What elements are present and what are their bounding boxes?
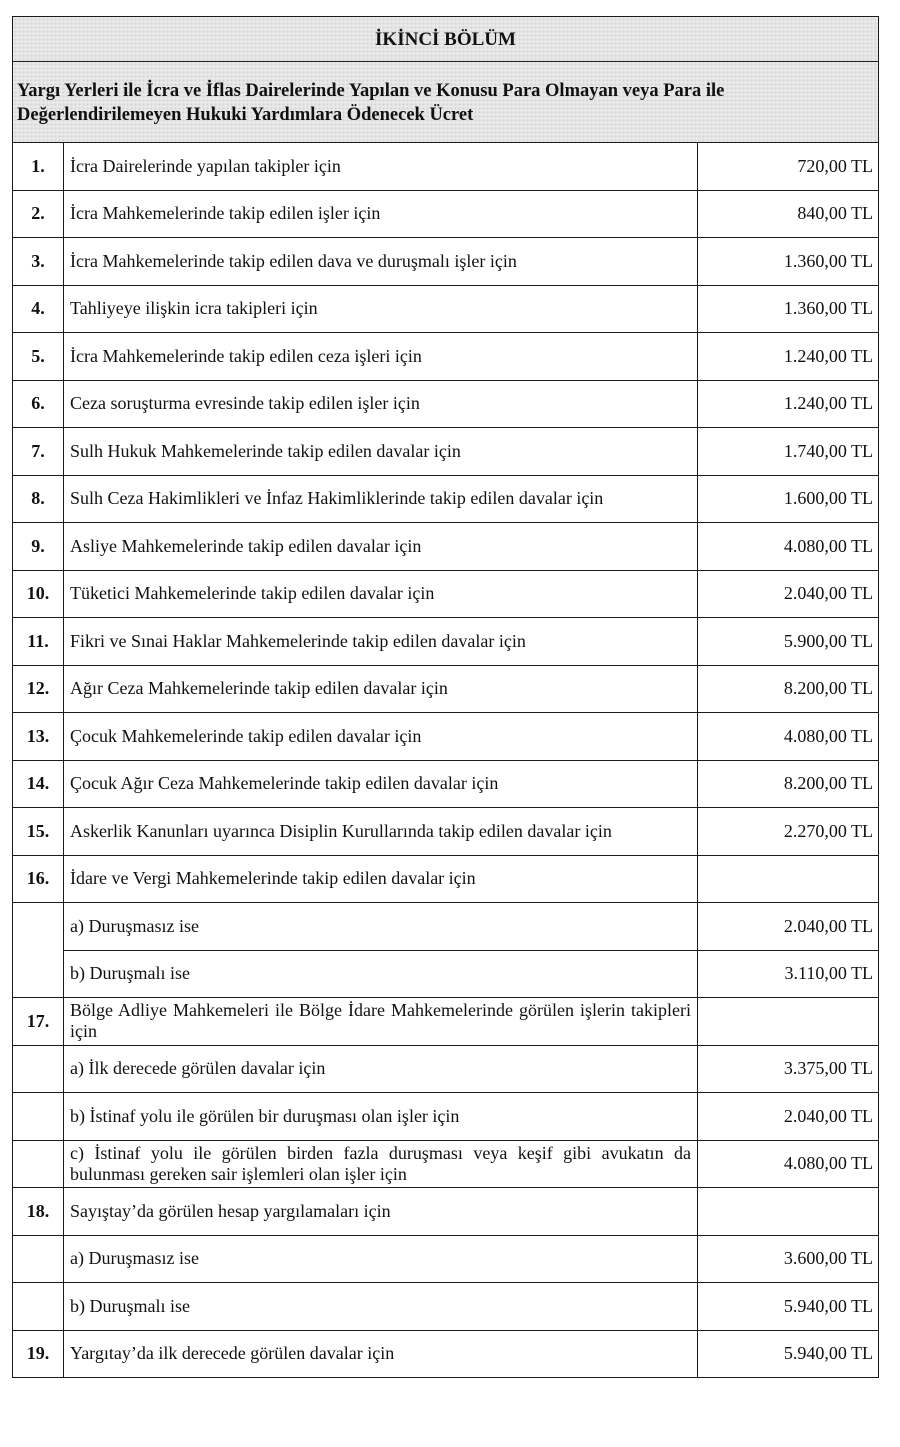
item-description: Tüketici Mahkemelerinde takip edilen davalar için: [64, 570, 698, 618]
fee-row: [13, 570, 879, 618]
item-amount: 4.080,00 TL: [698, 523, 879, 571]
item-description: Askerlik Kanunları uyarınca Disiplin Kurullarında takip edilen davalar için: [64, 808, 698, 856]
section-title-row: [13, 17, 879, 62]
item-number: 6.: [13, 380, 64, 428]
item-number: 3.: [13, 238, 64, 286]
item-number: 12.: [13, 665, 64, 713]
subitem-amount: 5.940,00 TL: [698, 1283, 879, 1331]
item-number-empty: [13, 1283, 64, 1331]
fee-row: [13, 190, 879, 238]
item-description: Bölge Adliye Mahkemeleri ile Bölge İdare Mahkemelerinde görülen işlerin takipleri için: [64, 998, 698, 1046]
item-description: Çocuk Mahkemelerinde takip edilen davalar için: [64, 713, 698, 761]
item-amount: 1.600,00 TL: [698, 475, 879, 523]
item-number-empty: [13, 903, 64, 998]
subitem-description: c) İstinaf yolu ile görülen birden fazla duruşması veya keşif gibi avukatın da bulunması gereken sair işlemleri olan işler için: [64, 1140, 698, 1188]
fee-row: [13, 808, 879, 856]
fee-schedule-document: [12, 16, 878, 1378]
item-number: 13.: [13, 713, 64, 761]
subitem-amount: 3.375,00 TL: [698, 1045, 879, 1093]
fee-table: [12, 16, 879, 1378]
fee-row: [13, 1188, 879, 1236]
item-description: Fikri ve Sınai Haklar Mahkemelerinde takip edilen davalar için: [64, 618, 698, 666]
item-number: 1.: [13, 143, 64, 191]
section-description-line-1: Yargı Yerleri ile İcra ve İflas Dairelerinde Yapılan ve Konusu Para Olmayan veya Para ile: [17, 81, 725, 101]
fee-row: [13, 1330, 879, 1378]
item-description: İcra Mahkemelerinde takip edilen dava ve duruşmalı işler için: [64, 238, 698, 286]
item-number-empty: [13, 1093, 64, 1141]
fee-row: [13, 475, 879, 523]
item-number: 5.: [13, 333, 64, 381]
item-amount: 1.740,00 TL: [698, 428, 879, 476]
fee-row: [13, 998, 879, 1046]
item-description: İdare ve Vergi Mahkemelerinde takip edilen davalar için: [64, 855, 698, 903]
item-amount: 2.040,00 TL: [698, 570, 879, 618]
item-description: Asliye Mahkemelerinde takip edilen davalar için: [64, 523, 698, 571]
subitem-amount: 2.040,00 TL: [698, 1093, 879, 1141]
item-description: İcra Dairelerinde yapılan takipler için: [64, 143, 698, 191]
subitem-description: b) Duruşmalı ise: [64, 1283, 698, 1331]
fee-row: [13, 855, 879, 903]
item-description: Sayıştay’da görülen hesap yargılamaları için: [64, 1188, 698, 1236]
item-amount: 5.900,00 TL: [698, 618, 879, 666]
item-amount: 5.940,00 TL: [698, 1330, 879, 1378]
item-amount-empty: [698, 998, 879, 1046]
item-amount: 1.240,00 TL: [698, 333, 879, 381]
item-number: 9.: [13, 523, 64, 571]
item-number-empty: [13, 1140, 64, 1188]
item-amount: 4.080,00 TL: [698, 713, 879, 761]
item-amount: 840,00 TL: [698, 190, 879, 238]
subitem-description: b) İstinaf yolu ile görülen bir duruşması olan işler için: [64, 1093, 698, 1141]
fee-subrow: [13, 903, 879, 951]
item-description: Sulh Hukuk Mahkemelerinde takip edilen davalar için: [64, 428, 698, 476]
subitem-description: a) Duruşmasız ise: [64, 1235, 698, 1283]
item-amount: 1.360,00 TL: [698, 285, 879, 333]
subitem-amount: 2.040,00 TL: [698, 903, 879, 951]
item-number: 10.: [13, 570, 64, 618]
subitem-description: a) İlk derecede görülen davalar için: [64, 1045, 698, 1093]
fee-row: [13, 238, 879, 286]
item-description: Tahliyeye ilişkin icra takipleri için: [64, 285, 698, 333]
item-number: 4.: [13, 285, 64, 333]
fee-row: [13, 428, 879, 476]
item-amount: 2.270,00 TL: [698, 808, 879, 856]
subitem-description: a) Duruşmasız ise: [64, 903, 698, 951]
fee-subrow: [13, 950, 879, 998]
section-description-line-2: Değerlendirilemeyen Hukuki Yardımlara Ödenecek Ücret: [17, 105, 474, 125]
fee-row: [13, 618, 879, 666]
item-number: 8.: [13, 475, 64, 523]
item-number: 11.: [13, 618, 64, 666]
fee-row: [13, 333, 879, 381]
item-description: Ağır Ceza Mahkemelerinde takip edilen davalar için: [64, 665, 698, 713]
item-number-empty: [13, 1045, 64, 1093]
item-number-empty: [13, 1235, 64, 1283]
item-amount-empty: [698, 1188, 879, 1236]
fee-subrow: [13, 1283, 879, 1331]
item-description: Sulh Ceza Hakimlikleri ve İnfaz Hakimliklerinde takip edilen davalar için: [64, 475, 698, 523]
item-amount: 1.360,00 TL: [698, 238, 879, 286]
fee-row: [13, 713, 879, 761]
item-description: İcra Mahkemelerinde takip edilen ceza işleri için: [64, 333, 698, 381]
fee-row: [13, 143, 879, 191]
subitem-amount: 4.080,00 TL: [698, 1140, 879, 1188]
fee-row: [13, 760, 879, 808]
item-number: 14.: [13, 760, 64, 808]
item-description: Çocuk Ağır Ceza Mahkemelerinde takip edilen davalar için: [64, 760, 698, 808]
item-number: 19.: [13, 1330, 64, 1378]
section-title: İKİNCİ BÖLÜM: [13, 17, 879, 62]
item-amount: 720,00 TL: [698, 143, 879, 191]
item-amount: 8.200,00 TL: [698, 665, 879, 713]
fee-subrow: [13, 1093, 879, 1141]
item-number: 15.: [13, 808, 64, 856]
subitem-amount: 3.600,00 TL: [698, 1235, 879, 1283]
fee-subrow: [13, 1045, 879, 1093]
item-description: Ceza soruşturma evresinde takip edilen işler için: [64, 380, 698, 428]
item-description: İcra Mahkemelerinde takip edilen işler için: [64, 190, 698, 238]
fee-row: [13, 523, 879, 571]
item-amount: 8.200,00 TL: [698, 760, 879, 808]
fee-row: [13, 380, 879, 428]
item-number: 2.: [13, 190, 64, 238]
item-description: Yargıtay’da ilk derecede görülen davalar için: [64, 1330, 698, 1378]
section-description-row: [13, 62, 879, 143]
subitem-amount: 3.110,00 TL: [698, 950, 879, 998]
item-number: 18.: [13, 1188, 64, 1236]
fee-subrow: [13, 1235, 879, 1283]
fee-row: [13, 665, 879, 713]
item-number: 16.: [13, 855, 64, 903]
subitem-description: b) Duruşmalı ise: [64, 950, 698, 998]
item-number: 17.: [13, 998, 64, 1046]
fee-row: [13, 285, 879, 333]
section-description: [13, 62, 879, 143]
item-amount-empty: [698, 855, 879, 903]
fee-subrow: [13, 1140, 879, 1188]
item-number: 7.: [13, 428, 64, 476]
item-amount: 1.240,00 TL: [698, 380, 879, 428]
